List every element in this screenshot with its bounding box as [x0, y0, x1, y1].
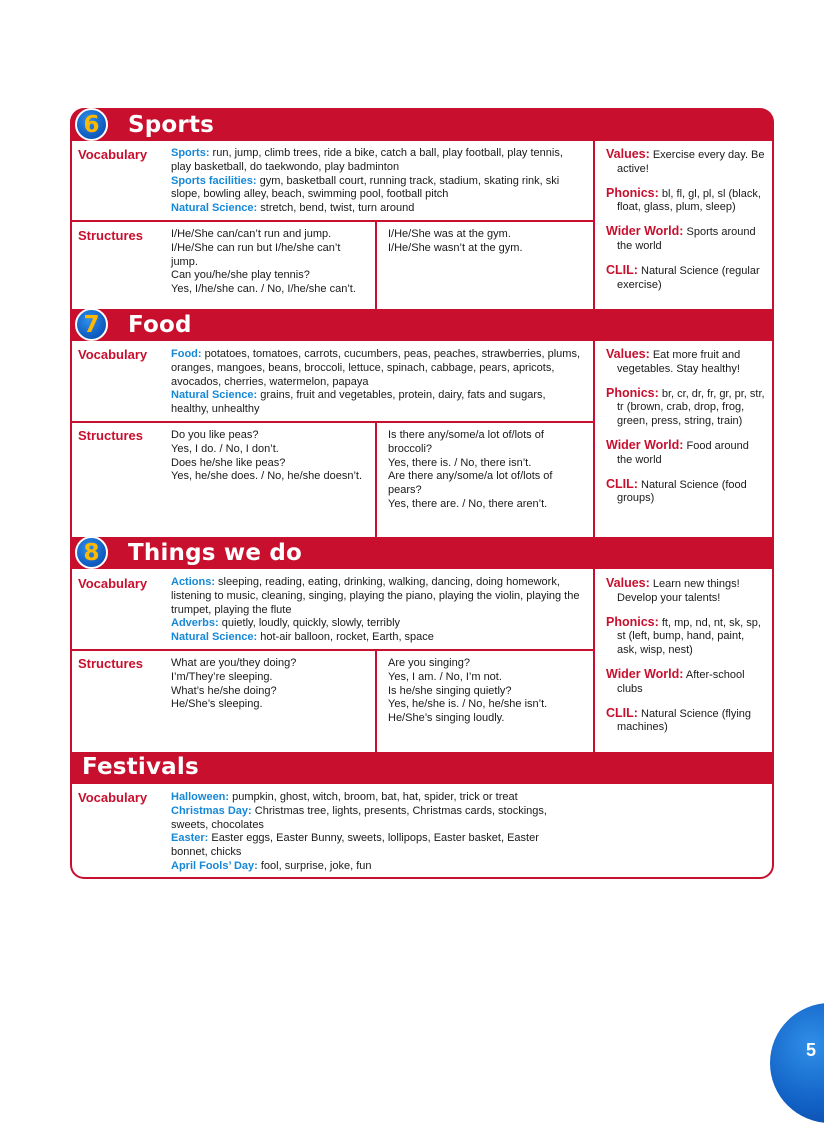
vocabulary-label: Vocabulary [78, 576, 148, 591]
festival-label: Easter: [171, 832, 209, 845]
values-text: Learn new things! Develop your talents! [617, 578, 740, 604]
structure-line: What are you/they doing? [171, 657, 297, 669]
vocabulary-label: Vocabulary [78, 347, 148, 362]
clil-text: Natural Science (food groups) [617, 478, 747, 505]
festival-label: April Fools’ Day: [171, 859, 258, 872]
unit-number-badge: 6 [75, 108, 108, 141]
structure-line: Yes, I am. / No, I’m not. [388, 670, 502, 683]
structure-line: I/He/She can run but I/he/she can’t jump. [171, 241, 341, 268]
category-label: Sports facilities: [171, 174, 257, 187]
structures-text [171, 429, 367, 484]
structure-line: What’s he/she doing? [171, 684, 277, 697]
values-heading: Values: [606, 576, 650, 590]
structure-line: Does he/she like peas? [171, 456, 286, 469]
unit-number-badge: 8 [75, 536, 108, 569]
structures-text [388, 228, 588, 256]
structures-text [171, 228, 367, 297]
structure-line: Are you singing? [388, 657, 470, 669]
structure-line: Is there any/some/a lot of/lots of broccoli? [388, 429, 544, 455]
phonics-text: br, cr, dr, fr, gr, pr, str, tr (brown, crab, drop, frog, green, press, string, train) [617, 387, 765, 428]
category-words: potatoes, tomatoes, carrots, cucumbers, peas, peaches, strawberries, plums, oranges, mangoes, beans, broccoli, lettuce, spinach, cabbage, pears, apricots, avocados, cherries, watermelon, papaya [171, 348, 580, 388]
clil-text: Natural Science (flying machines) [617, 707, 752, 734]
wider-world-text: Food around the world [617, 439, 749, 466]
structure-line: I/He/She was at the gym. [388, 228, 511, 240]
values-text: Eat more fruit and vegetables. Stay healthy! [617, 349, 741, 375]
structures-label: Structures [78, 228, 144, 243]
structure-line: Is he/she singing quietly? [388, 684, 512, 697]
festivals-title: Festivals [82, 754, 199, 780]
unit-title: Sports [128, 112, 215, 138]
page-number-badge [770, 1003, 824, 1123]
phonics-heading: Phonics: [606, 385, 659, 400]
structures-label: Structures [78, 656, 144, 671]
unit-number-badge: 7 [75, 308, 108, 341]
festival-words: Christmas tree, lights, presents, Christmas cards, stockings, sweets, chocolates [171, 804, 547, 831]
category-label: Natural Science: [171, 631, 258, 644]
category-label: Food: [171, 348, 202, 360]
unit-6-header [70, 110, 774, 140]
clil-heading: CLIL: [606, 476, 638, 491]
structure-line: Yes, he/she is. / No, he/she isn’t. [388, 698, 548, 711]
wider-world-heading: Wider World: [606, 224, 684, 239]
structure-line: Yes, there are. / No, there aren’t. [388, 497, 548, 510]
structure-line: I’m/They’re sleeping. [171, 670, 273, 683]
structure-line: Yes, I do. / No, I don’t. [171, 442, 279, 455]
structure-line: I/He/She wasn’t at the gym. [388, 241, 523, 254]
page-number: 5 [806, 1040, 817, 1060]
festival-words: pumpkin, ghost, witch, broom, bat, hat, spider, trick or treat [229, 791, 518, 803]
category-label: Sports: [171, 147, 210, 159]
structure-line: Do you like peas? [171, 429, 259, 441]
structure-line: He/She’s singing loudly. [388, 712, 505, 725]
structure-line: He/She’s sleeping. [171, 698, 263, 711]
clil-heading: CLIL: [606, 262, 638, 277]
category-words: grains, fruit and vegetables, protein, dairy, fats and sugars, healthy, unhealthy [171, 389, 546, 416]
structure-line: Yes, he/she does. / No, he/she doesn’t. [171, 470, 363, 483]
category-label: Actions: [171, 576, 215, 588]
clil-heading: CLIL: [606, 705, 638, 720]
values-heading: Values: [606, 147, 650, 161]
category-label: Adverbs: [171, 617, 219, 630]
unit-8-header [70, 538, 774, 568]
values-text: Exercise every day. Be active! [617, 149, 765, 175]
wider-world-text: After-school clubs [617, 668, 745, 695]
festival-label: Christmas Day: [171, 804, 252, 817]
festival-label: Halloween: [171, 791, 230, 803]
festival-words: Easter eggs, Easter Bunny, sweets, lollipops, Easter basket, Easter bonnet, chicks [171, 832, 539, 859]
unit-title: Food [128, 312, 192, 338]
structures-text [388, 657, 588, 726]
unit-7-header [70, 310, 774, 340]
structure-line: Can you/he/she play tennis? [171, 269, 310, 282]
structure-line: I/He/She can/can’t run and jump. [171, 228, 332, 240]
structures-label: Structures [78, 428, 144, 443]
structure-line: Are there any/some/a lot of/lots of pears? [388, 470, 553, 497]
festival-words: fool, surprise, joke, fun [257, 859, 372, 872]
vocabulary-text [171, 576, 583, 645]
unit-side-info [606, 148, 766, 302]
unit-side-info [606, 348, 766, 516]
vocabulary-text [171, 348, 581, 417]
wider-world-text: Sports around the world [617, 226, 756, 252]
category-label: Natural Science: [171, 389, 258, 402]
vocabulary-label: Vocabulary [78, 147, 148, 162]
phonics-text: bl, fl, gl, pl, sl (black, float, glass, plum, sleep) [617, 187, 761, 214]
unit-side-info [606, 577, 766, 745]
wider-world-heading: Wider World: [606, 437, 684, 452]
structures-text [171, 657, 367, 712]
category-words: stretch, bend, twist, turn around [257, 202, 415, 215]
festivals-header [70, 752, 774, 782]
phonics-text: ft, mp, nd, nt, sk, sp, st (left, bump, hand, paint, ask, wisp, nest) [617, 616, 761, 657]
structure-line: Yes, there is. / No, there isn’t. [388, 456, 532, 469]
category-words: gym, basketball court, running track, stadium, skating rink, ski slope, bowling alley, beach, swimming pool, football pitch [171, 174, 560, 201]
vocabulary-label: Vocabulary [78, 790, 148, 805]
structure-line: Yes, I/he/she can. / No, I/he/she can’t. [171, 283, 356, 296]
phonics-heading: Phonics: [606, 614, 659, 629]
values-heading: Values: [606, 347, 650, 361]
wider-world-heading: Wider World: [606, 666, 684, 681]
category-words: quietly, loudly, quickly, slowly, terribly [218, 617, 401, 630]
structures-text [388, 429, 584, 512]
category-label: Natural Science: [171, 202, 258, 215]
category-words: run, jump, climb trees, ride a bike, catch a ball, play football, play tennis, play basketball, do taekwondo, play badminton [171, 147, 563, 173]
category-words: sleeping, reading, eating, drinking, walking, dancing, doing homework, listening to music, cleaning, singing, playing the piano, playing the violin, playing the trumpet, playing the flute [171, 576, 580, 616]
phonics-heading: Phonics: [606, 185, 659, 200]
clil-text: Natural Science (regular exercise) [617, 264, 760, 291]
category-words: hot-air balloon, rocket, Earth, space [257, 631, 434, 644]
festivals-vocabulary-text [171, 791, 571, 874]
vocabulary-text [171, 147, 581, 216]
unit-title: Things we do [128, 540, 303, 566]
